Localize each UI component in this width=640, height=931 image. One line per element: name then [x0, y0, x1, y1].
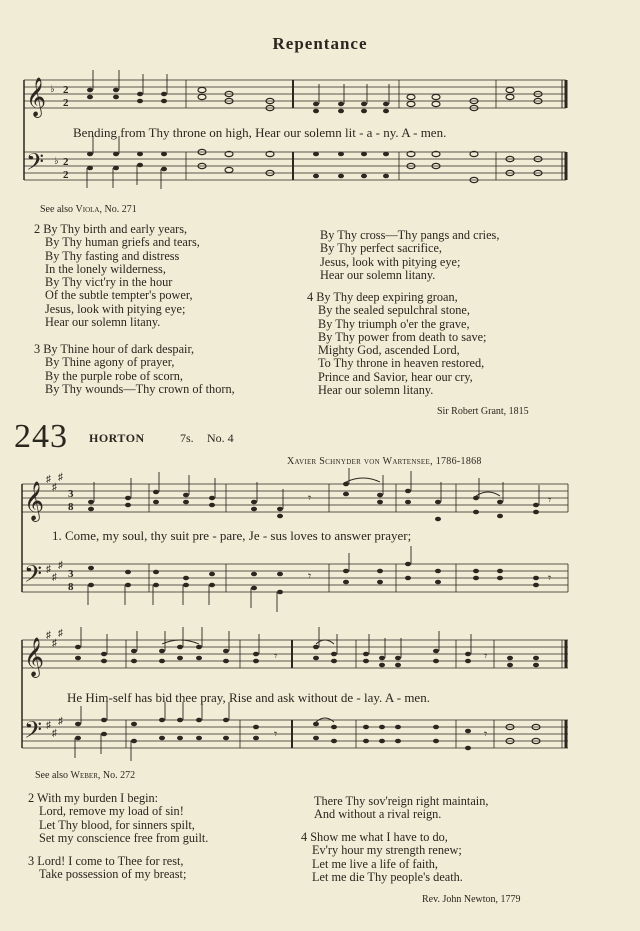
tune-name: HORTON	[89, 431, 145, 445]
svg-text:♯: ♯	[52, 728, 57, 739]
svg-text:♯: ♯	[58, 472, 63, 483]
svg-text:♯: ♯	[46, 720, 51, 731]
svg-text:𝄞: 𝄞	[26, 79, 47, 116]
svg-text:𝄾: 𝄾	[308, 491, 312, 505]
see-also-prefix: See also	[40, 204, 74, 215]
svg-text:♯: ♯	[46, 474, 51, 485]
verse-243-4: 4 Show me what I have to do, Ev'ry hour my strength renew; Let me live a life of faith, Let me die Thy people's death.	[301, 830, 463, 884]
svg-text:♭: ♭	[50, 84, 55, 95]
svg-text:2: 2	[63, 169, 69, 181]
svg-text:𝄾: 𝄾	[308, 569, 312, 583]
svg-text:2: 2	[63, 84, 69, 96]
author-243: Rev. John Newton, 1779	[422, 894, 521, 905]
svg-text:𝄾: 𝄾	[484, 649, 488, 663]
svg-text:𝄾: 𝄾	[274, 727, 278, 741]
see-also-243: See also Weber, No. 272	[35, 770, 136, 781]
svg-text:𝄢: 𝄢	[26, 150, 45, 181]
svg-text:𝄾: 𝄾	[484, 727, 488, 741]
page-title: Repentance	[272, 34, 368, 53]
svg-text:𝄞: 𝄞	[24, 483, 45, 520]
svg-text:2: 2	[63, 156, 69, 168]
svg-text:𝄢: 𝄢	[24, 718, 43, 749]
verse-243-3-cont: There Thy sov'reign right maintain, And without a rival reign.	[314, 794, 489, 822]
see-also-tune: Weber	[70, 770, 98, 781]
see-also-number: No. 272	[102, 770, 136, 781]
verse-243-2: 2 With my burden I begin: Lord, remove my load of sin! Let Thy blood, for sinners spilt, Set my conscience free from guilt.	[28, 791, 209, 845]
verse-242-2: 2 By Thy birth and early years, By Thy human griefs and tears, By Thy fasting and distress In the lonely wilderness, By Thy vict'ry in the hour Of the subtle tempter's power, Jesus, look with pitying eye; Hear our solemn litany.	[34, 222, 200, 330]
svg-text:2: 2	[63, 97, 69, 109]
lyric-line-242: Bending from Thy throne on high, Hear our solemn lit - a - ny. A - men.	[73, 125, 447, 140]
verse-242-3: 3 By Thine hour of dark despair, By Thine agony of prayer, By the purple robe of scorn, By Thy wounds—Thy crown of thorn,	[34, 342, 235, 396]
svg-text:♯: ♯	[58, 560, 63, 571]
svg-text:♯: ♯	[52, 482, 57, 493]
composer-years: 1786-1868	[435, 456, 482, 467]
hymn-number: 243	[14, 418, 68, 455]
see-also-number: No. 271	[104, 204, 137, 215]
svg-text:♯: ♯	[58, 628, 63, 639]
lyric-line-243-2: He Him-self has bid thee pray, Rise and ask without de - lay. A - men.	[67, 690, 430, 705]
meter: 7s.	[180, 431, 194, 445]
lyric-line-243-1: 1. Come, my soul, thy suit pre - pare, Je - sus loves to answer prayer;	[52, 528, 412, 543]
see-also-prefix: See also	[35, 770, 69, 781]
verse-243-3: 3 Lord! I come to Thee for rest, Take possession of my breast;	[28, 854, 187, 882]
author-242: Sir Robert Grant, 1815	[437, 406, 529, 417]
svg-text:♭: ♭	[54, 156, 59, 167]
svg-text:3: 3	[68, 568, 74, 580]
see-also-tune: Viola	[75, 204, 100, 215]
verse-242-4: 4 By Thy deep expiring groan, By the sealed sepulchral stone, By Thy triumph o'er the grave, By Thy power from death to save; Mighty God, ascended Lord, To Thy throne in heaven restored, Prince and Savior, hear our cry, Hear our solemn litany.	[307, 290, 487, 398]
svg-text:3: 3	[68, 488, 74, 500]
svg-text:♯: ♯	[52, 638, 57, 649]
svg-text:♯: ♯	[58, 716, 63, 727]
svg-text:♯: ♯	[46, 630, 51, 641]
see-also-242: See also Viola, No. 271	[40, 204, 137, 215]
svg-text:8: 8	[68, 501, 74, 513]
svg-text:♯: ♯	[52, 572, 57, 583]
svg-text:8: 8	[68, 581, 74, 593]
svg-text:𝄾: 𝄾	[548, 571, 552, 585]
svg-text:♯: ♯	[46, 564, 51, 575]
tune-number: No. 4	[207, 431, 234, 445]
composer	[287, 456, 482, 467]
svg-text:𝄞: 𝄞	[24, 639, 45, 676]
svg-text:𝄾: 𝄾	[548, 493, 552, 507]
verse-242-3-cont: By Thy cross—Thy pangs and cries, By Thy perfect sacrifice, Jesus, look with pitying eye; Hear our solemn litany.	[320, 228, 500, 282]
composer-name: Xavier Schnyder von Wartensee,	[287, 456, 433, 467]
svg-text:𝄾: 𝄾	[274, 649, 278, 663]
svg-text:𝄢: 𝄢	[24, 562, 43, 593]
